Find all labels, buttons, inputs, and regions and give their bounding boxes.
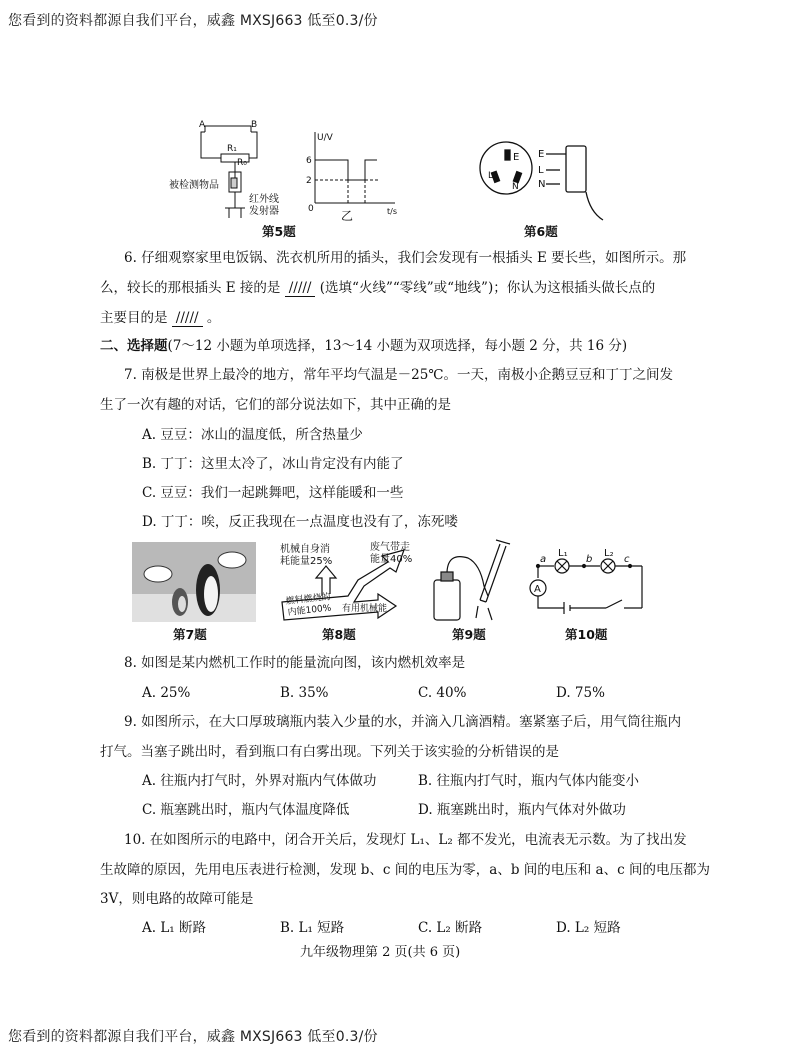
q10-option-d: D. L₂ 短路 bbox=[556, 920, 621, 936]
fig5-label-a: A bbox=[199, 120, 206, 130]
q8-option-c: C. 40% bbox=[418, 685, 467, 701]
fig5-caption: 第5题 bbox=[262, 224, 296, 239]
fig5-label-object: 被检测物品 bbox=[169, 180, 219, 191]
q6-line-2 bbox=[100, 282, 655, 297]
q6-line-2-post: (选填“火线”“零线”或“地线”)；你认为这根插头做长点的 bbox=[319, 280, 656, 296]
fig6-plug-l: L bbox=[538, 165, 544, 176]
figure-6 bbox=[478, 132, 608, 224]
fig6-socket-e: E bbox=[513, 152, 520, 163]
page-footer: 九年级物理第 2 页(共 6 页) bbox=[300, 945, 461, 960]
q9-option-c: C. 瓶塞跳出时，瓶内气体温度降低 bbox=[142, 802, 350, 818]
q7-option-a: A. 豆豆：冰山的温度低，所含热量少 bbox=[142, 427, 363, 443]
fig5-label-r1: R₁ bbox=[227, 144, 237, 154]
fig8-t4: 能量40% bbox=[370, 554, 413, 565]
fig6-plug-e: E bbox=[538, 149, 545, 160]
q6-line-3 bbox=[100, 312, 220, 327]
fig5-yaxis-label: U/V bbox=[317, 133, 333, 143]
q9-option-a: A. 往瓶内打气时，外界对瓶内气体做功 bbox=[142, 773, 377, 789]
q8-option-a: A. 25% bbox=[142, 685, 191, 701]
fig10-point-a: a bbox=[540, 554, 547, 565]
figure-5 bbox=[165, 118, 405, 230]
fig8-t5: 燃料燃烧的 bbox=[285, 592, 332, 607]
fig8-t7: 有用机械能 bbox=[342, 604, 388, 614]
fig5-label-r0: R₀ bbox=[237, 158, 247, 168]
q7-line-1: 7. 南极是世界上最冷的地方，常年平均气温是－25℃。一天，南极小企鹅豆豆和丁丁之间发 bbox=[124, 367, 673, 383]
fig8-caption: 第8题 bbox=[322, 627, 356, 642]
section-2-heading bbox=[100, 340, 627, 354]
fig9-caption: 第9题 bbox=[452, 627, 486, 642]
fig10-ammeter: A bbox=[534, 584, 541, 595]
q8-option-d: D. 75% bbox=[556, 685, 605, 701]
q10-line-3: 3V，则电路的故障可能是 bbox=[100, 891, 254, 907]
q6-line-3-pre: 主要目的是 bbox=[100, 310, 168, 326]
fig5-label-b: B bbox=[251, 120, 258, 130]
section-2-desc: (7～12 小题为单项选择，13～14 小题为双项选择，每小题 2 分，共 16 分) bbox=[167, 338, 628, 354]
q9-option-b: B. 往瓶内打气时，瓶内气体内能变小 bbox=[418, 773, 640, 789]
fig5-xaxis-label: t/s bbox=[387, 207, 397, 216]
q10-option-c: C. L₂ 断路 bbox=[418, 920, 483, 936]
fig8-t1: 机械自身消 bbox=[280, 544, 330, 555]
q10-option-b: B. L₁ 短路 bbox=[280, 920, 345, 936]
q10-line-2: 生故障的原因，先用电压表进行检测，发现 b、c 间的电压为零，a、b 间的电压和 a、c 间的电压都为 bbox=[100, 862, 710, 878]
watermark-bottom: 您看到的资料都源自我们平台，威鑫 MXSJ663 低至0.3/份 bbox=[8, 1029, 378, 1045]
q9-line-1: 9. 如图所示，在大口厚玻璃瓶内装入少量的水，并滴入几滴酒精。塞紧塞子后，用气筒往瓶内 bbox=[124, 714, 682, 730]
q9-line-2: 打气。当塞子跳出时，看到瓶口有白雾出现。下列关于该实验的分析错误的是 bbox=[100, 744, 559, 760]
fig5-tick-6: 6 bbox=[306, 156, 312, 166]
fig8-t2: 耗能量25% bbox=[280, 556, 333, 567]
q7-option-b: B. 丁丁：这里太冷了，冰山肯定没有内能了 bbox=[142, 456, 404, 472]
fig5-origin: 0 bbox=[308, 204, 314, 214]
figure-8-energy-flow bbox=[278, 540, 418, 624]
q7-line-2: 生了一次有趣的对话，它们的部分说法如下，其中正确的是 bbox=[100, 397, 451, 413]
watermark-top: 您看到的资料都源自我们平台，威鑫 MXSJ663 低至0.3/份 bbox=[8, 13, 378, 29]
fig10-l1: L₁ bbox=[558, 548, 568, 559]
fig8-t3: 废气带走 bbox=[370, 542, 410, 553]
fig6-caption: 第6题 bbox=[524, 224, 558, 239]
q10-line-1: 10. 在如图所示的电路中，闭合开关后，发现灯 L₁、L₂ 都不发光，电流表无示数。为了找出发 bbox=[124, 832, 687, 848]
fig7-caption: 第7题 bbox=[173, 627, 207, 642]
fig8-t6: 内能100% bbox=[287, 603, 332, 618]
figure-10-circuit bbox=[524, 544, 650, 614]
figure-9-bottle-pump bbox=[428, 536, 518, 624]
fig5-sub-label: 乙 bbox=[341, 209, 354, 223]
fig10-point-c: c bbox=[624, 554, 630, 565]
fig6-plug-n: N bbox=[538, 179, 546, 190]
fig6-socket-l: L bbox=[488, 171, 494, 181]
fig5-tick-2: 2 bbox=[306, 176, 312, 186]
q6-blank-1: ///// bbox=[285, 282, 316, 297]
q6-line-2-pre: 么，较长的那根插头 E 接的是 bbox=[100, 280, 281, 296]
fig10-point-b: b bbox=[586, 554, 593, 565]
fig5-label-emitter-1: 红外线 bbox=[249, 194, 279, 205]
q8-option-b: B. 35% bbox=[280, 685, 329, 701]
figure-7-photo bbox=[132, 542, 256, 622]
q8-stem: 8. 如图是某内燃机工作时的能量流向图，该内燃机效率是 bbox=[124, 655, 466, 671]
q7-option-d: D. 丁丁：唉，反正我现在一点温度也没有了，冻死喽 bbox=[142, 514, 458, 530]
section-2-title: 二、选择题 bbox=[100, 338, 168, 354]
q6-blank-2: ///// bbox=[172, 312, 203, 327]
fig5-label-emitter-2: 发射器 bbox=[249, 206, 279, 217]
q6-line-3-post: 。 bbox=[206, 310, 221, 326]
q9-option-d: D. 瓶塞跳出时，瓶内气体对外做功 bbox=[418, 802, 626, 818]
fig10-l2: L₂ bbox=[604, 548, 614, 559]
fig10-caption: 第10题 bbox=[565, 627, 608, 642]
q6-line-1: 6. 仔细观察家里电饭锅、洗衣机所用的插头，我们会发现有一根插头 E 要长些，如图所示。那 bbox=[124, 250, 687, 266]
q10-option-a: A. L₁ 断路 bbox=[142, 920, 206, 936]
fig6-socket-n: N bbox=[512, 182, 519, 192]
q7-option-c: C. 豆豆：我们一起跳舞吧，这样能暖和一些 bbox=[142, 485, 404, 501]
